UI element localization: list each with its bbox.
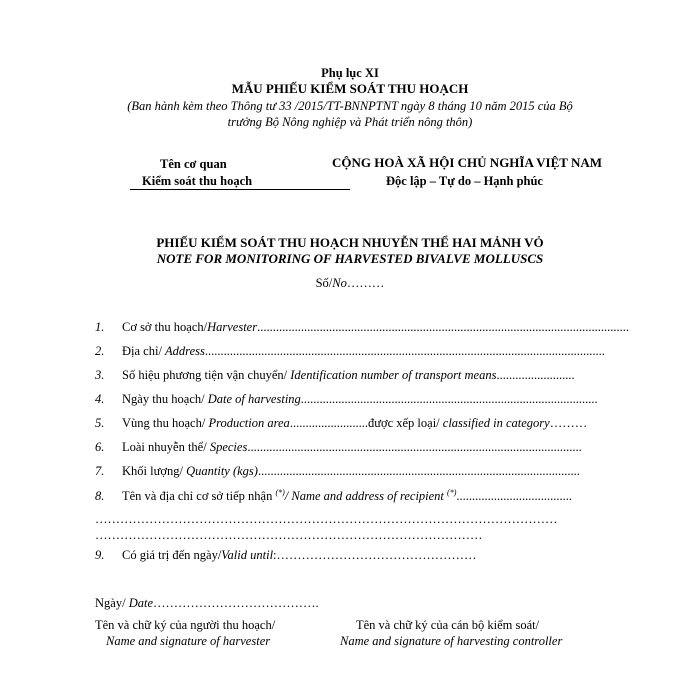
field-number: 4. [95, 392, 105, 406]
field-address [95, 344, 605, 359]
appendix-label: Phụ lục XI [321, 66, 379, 80]
footnote-marker: (*) [447, 488, 457, 497]
field-harvester [95, 320, 629, 335]
issued-line-1: (Ban hành kèm theo Thông tư 33 /2015/TT-BNNPTNT ngày 8 tháng 10 năm 2015 của Bộ [127, 99, 573, 113]
signature-harvester-label-en: Name and signature of harvester [106, 634, 271, 648]
field-dots: ………………………………………………………………………………… [95, 528, 483, 542]
field-dots: ..................................... [456, 489, 572, 504]
field-label-en: Valid until [221, 548, 274, 562]
field-label-en: Identification number of transport means [290, 368, 497, 382]
slip-number [0, 276, 700, 291]
field-harvest-date [95, 392, 598, 407]
slip-number-label: Số/ [315, 276, 333, 290]
field-dots: ............................................................................................... [300, 392, 598, 406]
field-label: Khối lượng/ [122, 464, 187, 478]
field-species [95, 440, 582, 455]
field-label-en: Species [209, 440, 248, 454]
date-line [95, 596, 319, 611]
date-label: Ngày/ [95, 596, 129, 610]
signature-controller-label: Tên và chữ ký của cán bộ kiểm soát/ [356, 618, 540, 632]
field-dots-tail: ……… [549, 416, 588, 430]
field-number: 8. [95, 489, 105, 504]
field-label-mid-en: classified in category [442, 416, 550, 430]
field-label: Địa chỉ/ [122, 344, 166, 358]
issued-line-2: trưởng Bộ Nông nghiệp và Phát triển nông thôn) [227, 115, 473, 129]
field-label: Số hiệu phương tiện vận chuyển/ [122, 368, 291, 382]
field-dots: ........................................................................................................... [247, 440, 582, 454]
field-label-en: Production area [208, 416, 290, 430]
field-dots: :………………………………………… [273, 548, 477, 562]
field-recipient [95, 488, 572, 504]
field-number: 9. [95, 548, 105, 562]
signature-harvester-label: Tên và chữ ký của người thu hoạch/ [95, 618, 276, 632]
field-label-en: / Name and address of recipient [284, 489, 448, 504]
field-label: Có giá trị đến ngày/ [122, 548, 222, 562]
field-dots: ....................................................................................................... [257, 464, 580, 478]
date-dots: …………………………………. [153, 596, 319, 610]
slip-number-dots: ……… [346, 276, 385, 290]
field-dots: ......................... [496, 368, 575, 382]
field-label-en: Quantity (kgs) [186, 464, 258, 478]
field-number: 6. [95, 440, 105, 454]
field-label: Vùng thu hoạch/ [122, 416, 209, 430]
national-title: CỘNG HOÀ XÃ HỘI CHỦ NGHĨA VIỆT NAM [332, 155, 603, 170]
field-number: 2. [95, 344, 105, 358]
field-dots: ....................................................................................................................... [257, 320, 629, 334]
field-number: 1. [95, 320, 105, 334]
field-label: Loài nhuyễn thể/ [122, 440, 210, 454]
field-number: 3. [95, 368, 105, 382]
field-transport-id [95, 368, 575, 383]
slip-title-vi: PHIẾU KIỂM SOÁT THU HOẠCH NHUYỄN THỂ HAI MẢNH VỎ [156, 235, 544, 250]
field-dots: ………………………………………………………………………………………………… [95, 512, 558, 526]
signature-controller-label-en: Name and signature of harvesting controller [340, 634, 563, 648]
field-label: Ngày thu hoạch/ [122, 392, 208, 406]
slip-number-label-en: No [332, 276, 347, 290]
field-dots: ................................................................................................................................ [204, 344, 605, 358]
form-title: MẪU PHIẾU KIỂM SOÁT THU HOẠCH [231, 81, 469, 96]
field-number: 7. [95, 464, 105, 478]
field-quantity [95, 464, 580, 479]
field-recipient-continued-2 [95, 528, 483, 543]
field-label-en: Date of harvesting [207, 392, 301, 406]
date-label-en: Date [128, 596, 153, 610]
agency-underline [130, 189, 350, 190]
agency-label: Tên cơ quan [160, 157, 227, 171]
footnote-marker: (*) [275, 488, 285, 497]
field-valid-until [95, 548, 477, 563]
field-production-area [95, 416, 587, 431]
field-recipient-continued-1 [95, 512, 558, 527]
agency-value: Kiểm soát thu hoạch [142, 174, 253, 188]
field-label-mid: được xếp loại/ [367, 416, 443, 430]
field-number: 5. [95, 416, 105, 430]
field-label-en: Harvester [207, 320, 258, 334]
field-dots: ......................... [289, 416, 368, 430]
field-label: Tên và địa chỉ cơ sở tiếp nhận [122, 489, 276, 504]
field-label-en: Address [165, 344, 205, 358]
national-motto: Độc lập – Tự do – Hạnh phúc [386, 174, 543, 188]
slip-title-en: NOTE FOR MONITORING OF HARVESTED BIVALVE MOLLUSCS [156, 251, 544, 266]
field-label: Cơ sở thu hoạch/ [122, 320, 208, 334]
